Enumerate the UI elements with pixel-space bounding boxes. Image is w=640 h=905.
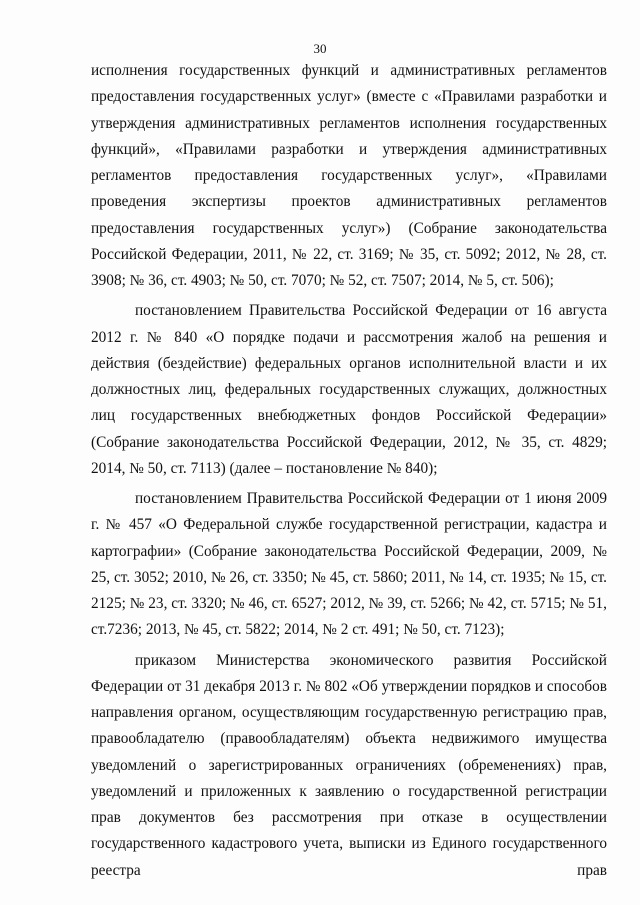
paragraph-4: приказом Министерства экономического развития Российской Федерации от 31 декабря 2013 г. № 802 «Об утверждении порядков и способов направления органом, осуществляющим государственную регистрацию прав, правообладателю (правообладателям) объекта недвижимого имущества уведомлений о зарегистрированных ограничениях (обременениях) прав, уведомлений и приложенных к заявлению о государственной регистрации прав документов без рассмотрения при отказе в осуществлении государственного кадастрового учета, выписки из Единого государственного реестра прав xyxy=(91,651,607,879)
paragraph-1: исполнения государственных функций и административных регламентов предоставления государственных услуг» (вместе с «Правилами разработки и утверждения административных регламентов исполнения государственных функций», «Правилами разработки и утверждения административных регламентов предоставления государственных услуг», «Правилами проведения экспертизы проектов административных регламентов предоставления государственных услуг») (Собрание законодательства Российской Федерации, 2011, № 22, ст. 3169; № 35, ст. 5092; 2012, № 28, ст. 3908; № 36, ст. 4903; № 50, ст. 7070; № 52, ст. 7507; 2014, № 5, ст. 506); xyxy=(91,62,607,289)
paragraph-3: постановлением Правительства Российской Федерации от 1 июня 2009 г. № 457 «О Федеральной службе государственной регистрации, кадастра и картографии» (Собрание законодательства Российской Федерации, 2009, № 25, ст. 3052; 2010, № 26, ст. 3350; № 45, ст. 5860; 2011, № 14, ст. 1935; № 15, ст. 2125; № 23, ст. 3320; № 46, ст. 6527; 2012, № 39, ст. 5266; № 42, ст. 5715; № 51, ст.7236; 2013, № 45, ст. 5822; 2014, № 2 ст. 491; № 50, ст. 7123); xyxy=(91,490,607,639)
body-text xyxy=(91,58,607,884)
paragraph-2: постановлением Правительства Российской Федерации от 16 августа 2012 г. № 840 «О порядке подачи и рассмотрения жалоб на решения и действия (бездействие) федеральных органов исполнительной власти и их должностных лиц, федеральных государственных служащих, должностных лиц государственных внебюджетных фондов Российской Федерации» (Собрание законодательства Российской Федерации, 2012, № 35, ст. 4829; 2014, № 50, ст. 7113) (далее – постановление № 840); xyxy=(91,302,607,477)
page-number: 30 xyxy=(313,41,327,56)
